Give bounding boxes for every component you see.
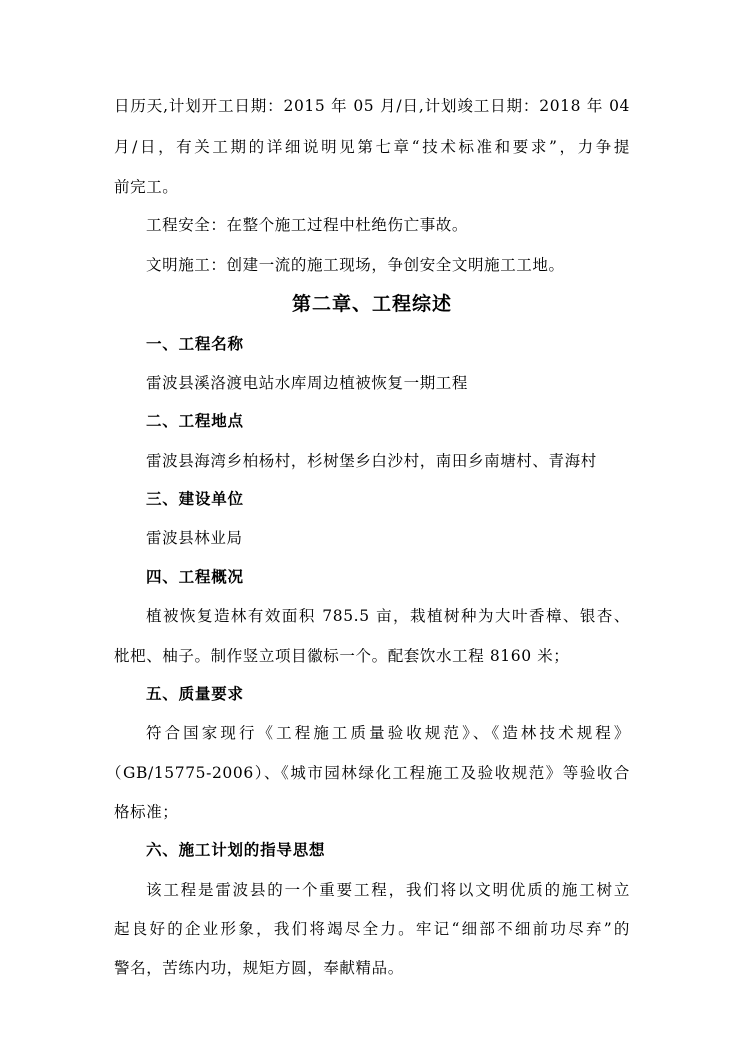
section-body-overview-line-1: 植被恢复造林有效面积 785.5 亩，栽植树种为大叶香樟、银杏、	[146, 607, 630, 625]
section-heading-name: 一、工程名称	[146, 334, 244, 353]
section-heading-overview: 四、工程概况	[146, 567, 244, 586]
section-body-quality-line-3: 格标准；	[114, 803, 179, 821]
section-body-name: 雷波县溪洛渡电站水库周边植被恢复一期工程	[146, 374, 469, 392]
section-body-quality-line-1: 符合国家现行《工程施工质量验收规范》、《造林技术规程》	[146, 724, 630, 742]
section-body-guiding-line-3: 警名，苦练内功，规矩方圆，奉献精品。	[114, 959, 404, 977]
intro-line-2: 月/日，有关工期的详细说明见第七章“技术标准和要求”，力争提	[114, 138, 630, 156]
intro-line-1: 日历天,计划开工日期：2015 年 05 月/日,计划竣工日期：2018 年 04	[114, 97, 630, 115]
civil-paragraph: 文明施工：创建一流的施工现场，争创安全文明施工工地。	[146, 256, 565, 274]
section-body-location: 雷波县海湾乡柏杨村，杉树堡乡白沙村，南田乡南塘村、青海村	[146, 452, 597, 470]
section-heading-location: 二、工程地点	[146, 411, 244, 430]
safety-paragraph: 工程安全：在整个施工过程中杜绝伤亡事故。	[146, 216, 469, 234]
section-body-guiding-line-2: 起良好的企业形象，我们将竭尽全力。牢记“细部不细前功尽弃”的	[114, 920, 630, 938]
section-body-overview-line-2: 枇杷、柚子。制作竖立项目徽标一个。配套饮水工程 8160 米；	[114, 647, 570, 665]
chapter-title: 第二章、工程综述	[291, 293, 452, 315]
section-heading-quality: 五、质量要求	[146, 684, 244, 703]
section-body-guiding-line-1: 该工程是雷波县的一个重要工程，我们将以文明优质的施工树立	[146, 881, 630, 899]
section-heading-guiding-idea: 六、施工计划的指导思想	[146, 840, 326, 859]
intro-line-3: 前完工。	[114, 178, 179, 196]
section-body-builder: 雷波县林业局	[146, 529, 243, 547]
section-body-quality-line-2: （GB/15775-2006）、《城市园林绿化工程施工及验收规范》等验收合	[106, 764, 630, 782]
section-heading-builder: 三、建设单位	[146, 489, 244, 508]
